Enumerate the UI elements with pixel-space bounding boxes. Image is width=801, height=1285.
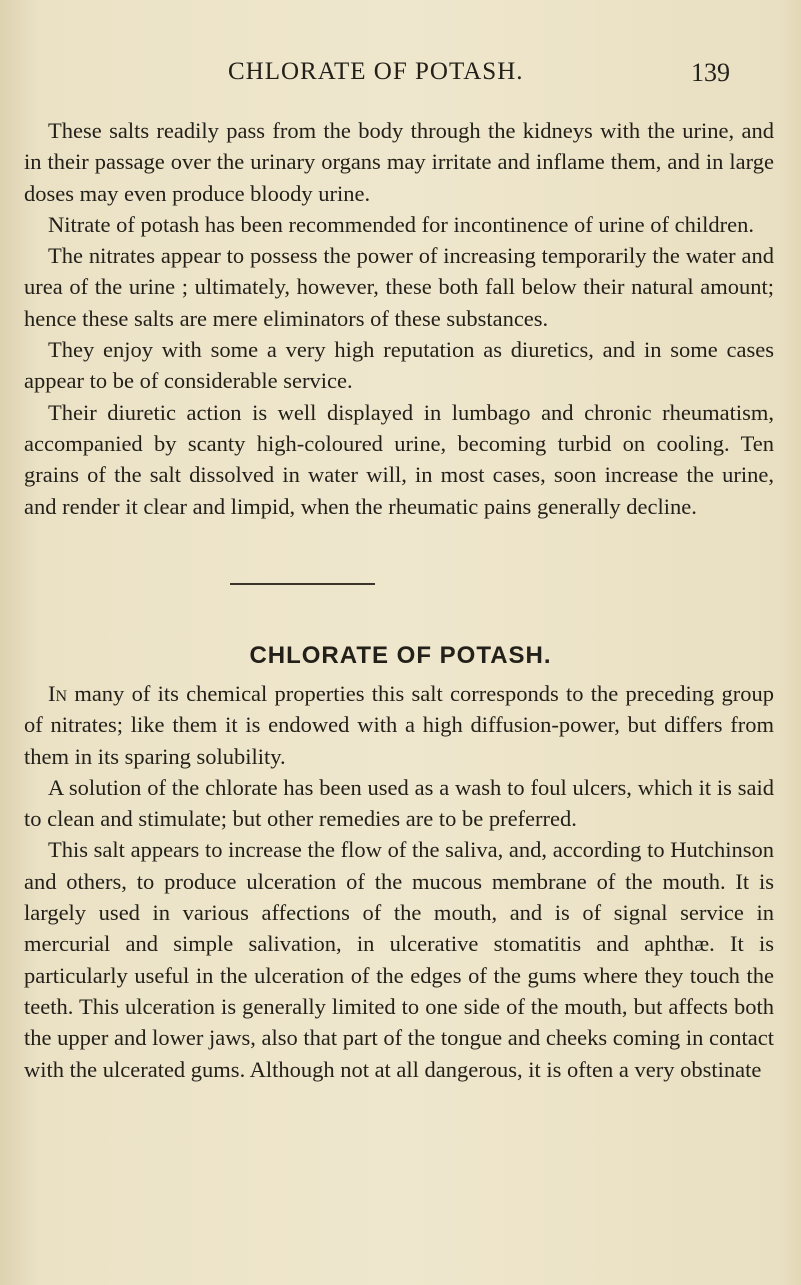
paragraph — [24, 678, 774, 772]
chlorate-text-block — [24, 678, 774, 1085]
paragraph-text: many of its chemical properties this salt corresponds to the preceding group of nitrates; like them it is endowed with a high diffusion-power, but differs from them in its sparing solubility. — [24, 681, 774, 769]
lead-in-word: In — [48, 681, 68, 706]
running-head: CHLORATE OF POTASH. — [228, 58, 524, 85]
paragraph: Their diuretic action is well displayed in lumbago and chronic rheumatism, accompanied by scanty high-coloured urine, becoming turbid on cooling. Ten grains of the salt dissolved in water will, in most cases, soon increase the urine, and render it clear and limpid, when the rheumatic pains generally decline. — [24, 399, 774, 519]
paragraph: They enjoy with some a very high reputation as diuretics, and in some cases appear to be of considerable service. — [24, 337, 774, 394]
page-number: 139 — [691, 58, 730, 87]
section-divider — [230, 583, 375, 585]
paragraph: This salt appears to increase the flow of the saliva, and, according to Hutchinson and others, to produce ulceration of the mucous membrane of the mouth. It is largely used in various affections of the mouth, and is of signal service in mercurial and simple salivation, in ulcerative stomatitis and aphthæ. It is particularly useful in the ulceration of the edges of the gums where they touch the teeth. This ulceration is generally limited to one side of the mouth, but affects both the upper and lower jaws, also that part of the tongue and cheeks coming in contact with the ulcerated gums. Although not at all dangerous, it is often a very obstinate — [24, 837, 774, 1082]
paragraph: A solution of the chlorate has been used as a wash to foul ulcers, which it is said to clean and stimulate; but other remedies are to be preferred. — [24, 774, 774, 832]
paragraph: These salts readily pass from the body through the kidneys with the urine, and in their passage over the urinary organs may irritate and inflame them, and in large doses may even produce bloody urine. — [24, 118, 774, 206]
paragraph: The nitrates appear to possess the power of increasing temporarily the water and urea of the urine ; ultimately, however, these both fall below their natural amount; hence these salts are mere eliminators of these substances. — [24, 243, 774, 331]
paragraph: Nitrate of potash has been recommended for incontinence of urine of children. — [48, 211, 754, 237]
section-heading: CHLORATE OF POTASH. — [249, 642, 552, 669]
nitrates-text-block — [24, 115, 774, 522]
